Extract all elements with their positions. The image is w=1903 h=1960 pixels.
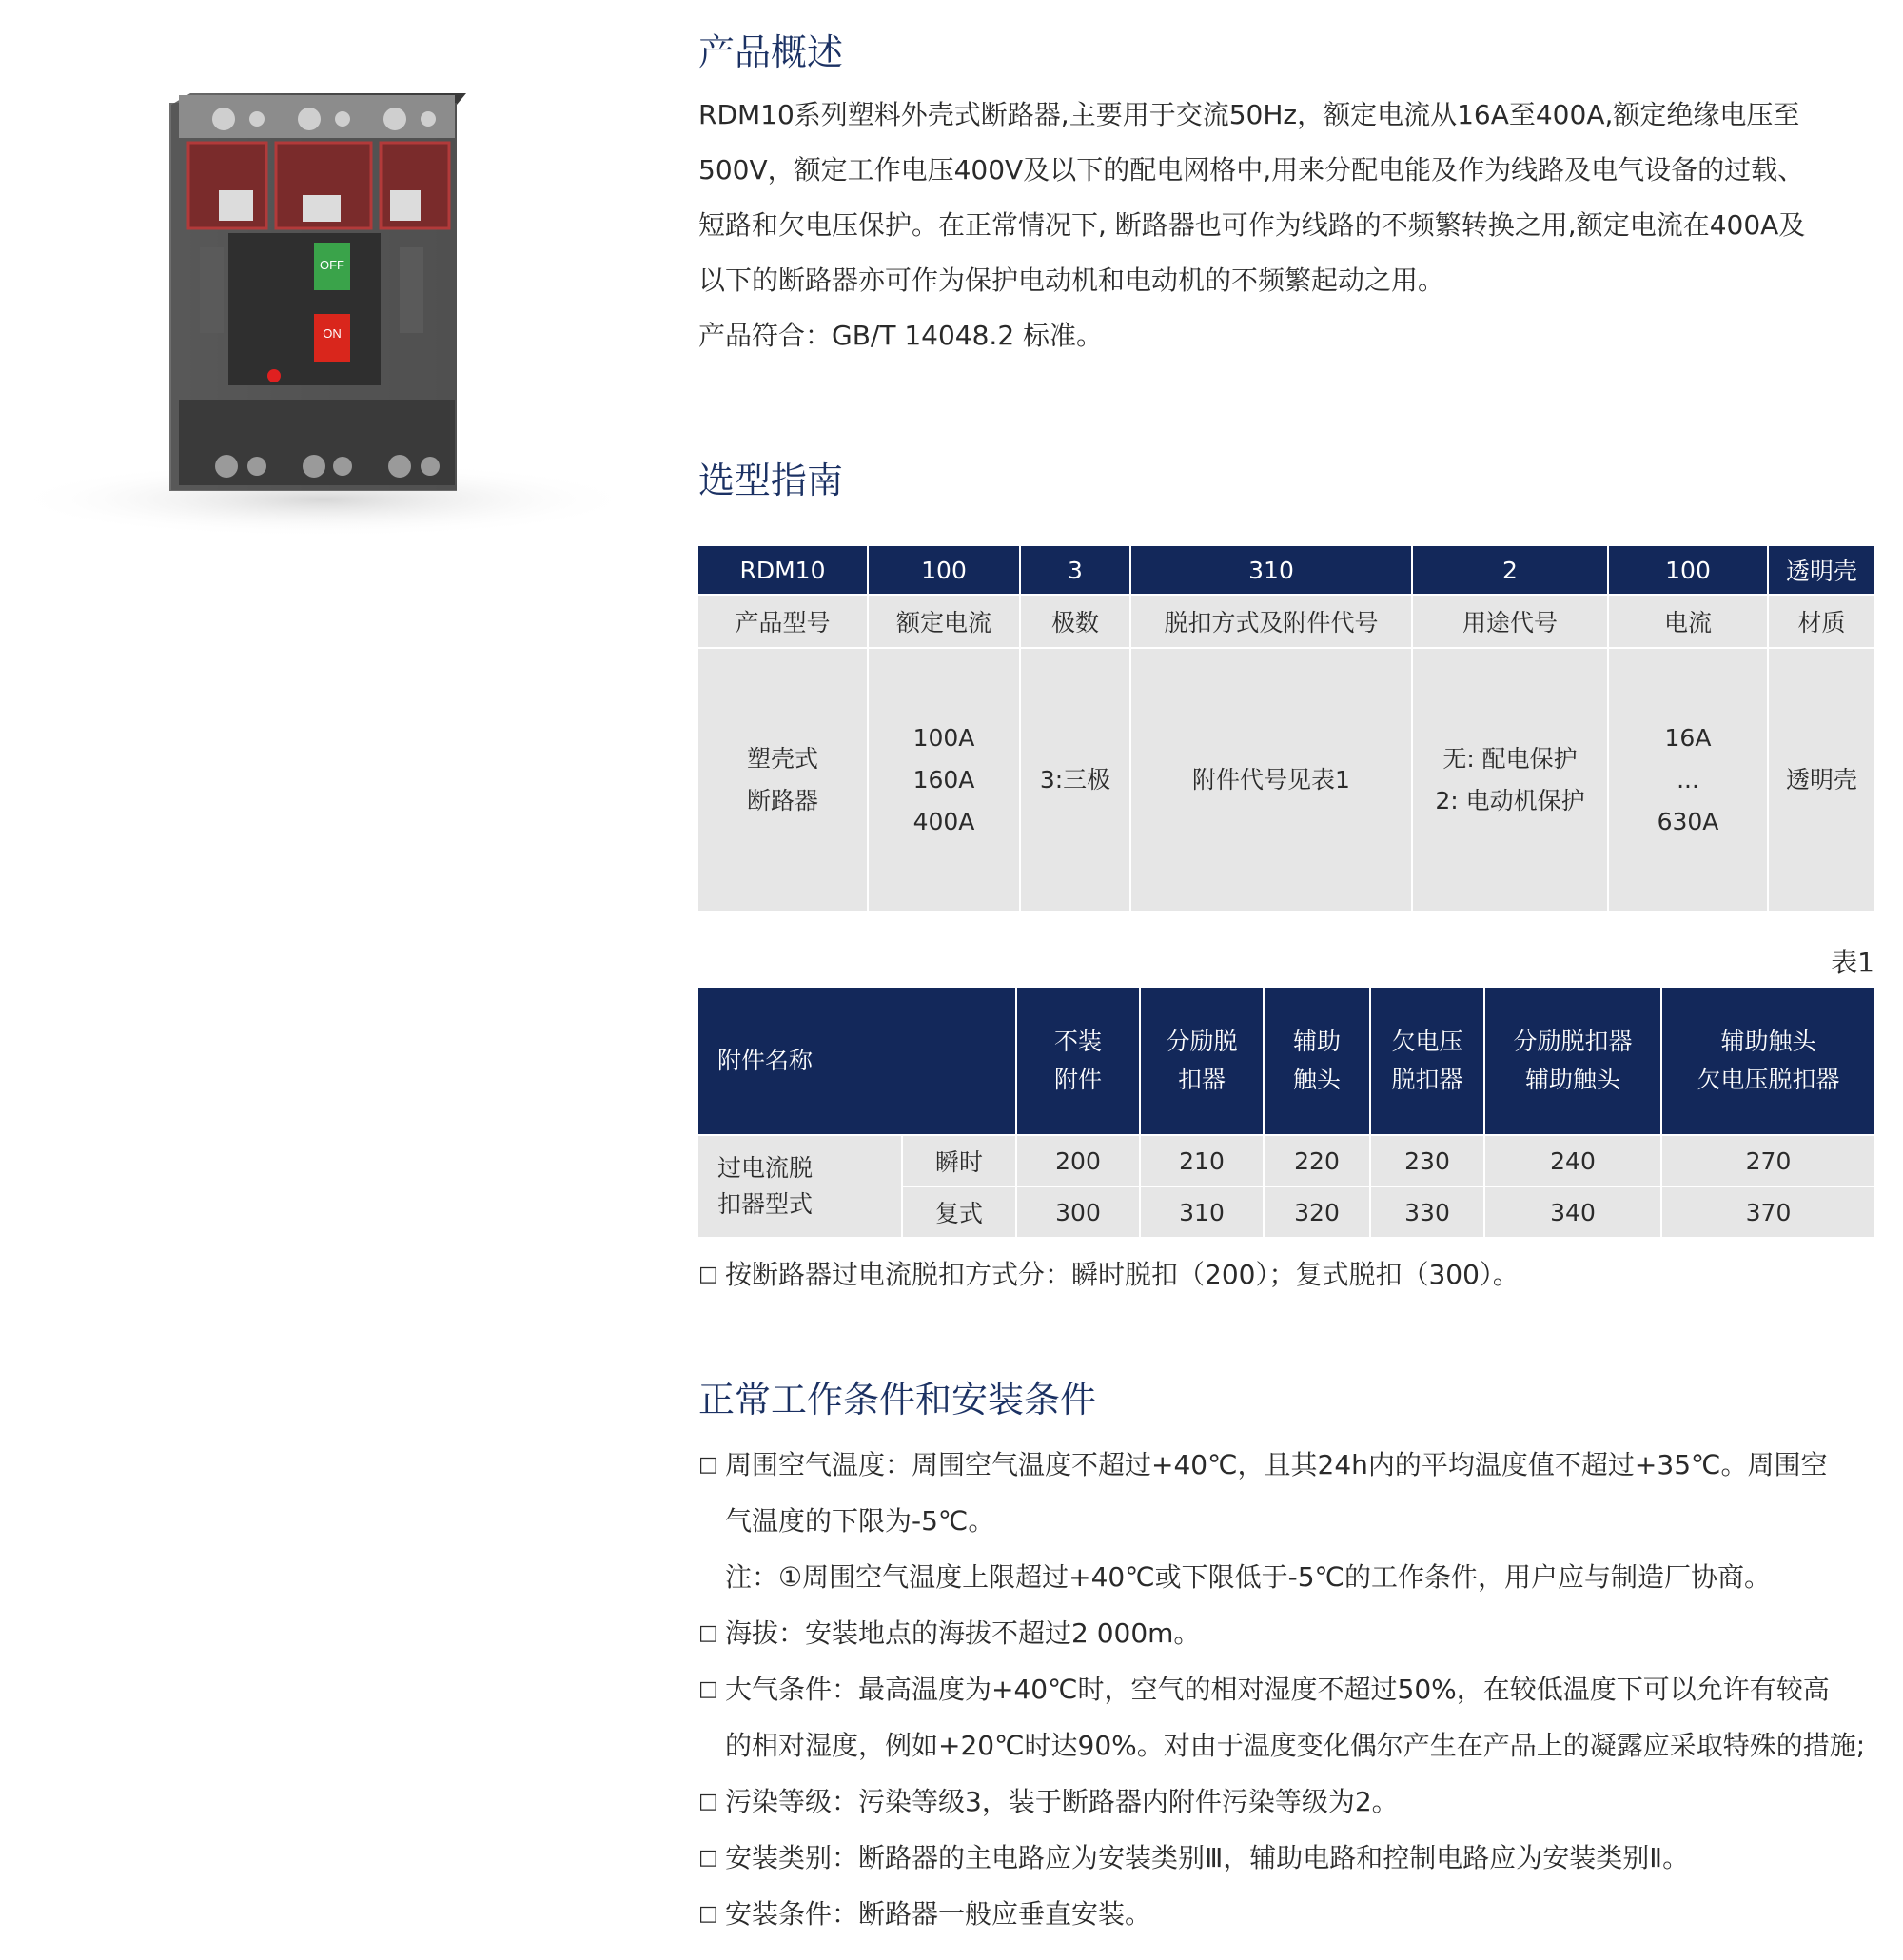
table1-note	[698, 1246, 1878, 1303]
overview-line: 500V，额定工作电压400V及以下的配电网格中,用来分配电能及作为线路及电气设备的过载、	[698, 154, 1805, 186]
attachment-header-cell	[1264, 988, 1370, 1135]
selection-label-cell: 极数	[1020, 595, 1130, 648]
attachment-value-cell: 370	[1661, 1186, 1874, 1237]
cell-line: 欠电压脱扣器	[1697, 1066, 1840, 1093]
selection-header-cell: 310	[1130, 546, 1412, 595]
selection-table	[698, 546, 1874, 911]
note-text: 按断路器过电流脱扣方式分：瞬时脱扣（200）；复式脱扣（300）。	[725, 1259, 1520, 1290]
selection-label-cell: 产品型号	[698, 595, 868, 648]
cell-line: 无: 配电保护	[1442, 745, 1578, 773]
condition-text: 安装条件：断路器一般应垂直安装。	[725, 1898, 1152, 1930]
cell-line: 脱扣器	[1391, 1066, 1463, 1093]
selection-title: 选型指南	[698, 460, 844, 501]
release-type-category	[698, 1135, 902, 1237]
attachment-header-cell	[1370, 988, 1484, 1135]
cell-line: 不装	[1054, 1028, 1103, 1055]
attachment-header-cell	[698, 988, 1016, 1135]
selection-header-cell: 3	[1020, 546, 1130, 595]
attachment-value-cell: 340	[1484, 1186, 1661, 1237]
cell-line: 100A	[912, 724, 975, 752]
condition-row	[698, 1437, 1878, 1493]
condition-text: 海拔：安装地点的海拔不超过2 000m。	[725, 1617, 1201, 1649]
cell-line: 塑壳式	[746, 745, 818, 773]
selection-header-cell: 2	[1412, 546, 1608, 595]
selection-detail-cell	[1020, 648, 1130, 911]
selection-detail-cell	[1130, 648, 1412, 911]
attachment-header-cell	[1016, 988, 1140, 1135]
bullet-icon: □	[698, 1621, 718, 1645]
attachment-value-cell: 320	[1264, 1186, 1370, 1237]
cell-line: 630A	[1657, 808, 1719, 835]
selection-detail-row	[698, 648, 1874, 911]
condition-row	[698, 1661, 1878, 1717]
attachment-table	[698, 988, 1874, 1237]
condition-text: 注：①周围空气温度上限超过+40℃或下限低于-5℃的工作条件，用户应与制造厂协商。	[725, 1561, 1772, 1593]
selection-detail-cell	[1412, 648, 1608, 911]
condition-text: 污染等级：污染等级3，装于断路器内附件污染等级为2。	[725, 1786, 1399, 1817]
cell-line: 分励脱	[1166, 1028, 1238, 1055]
condition-text: 的相对湿度，例如+20℃时达90%。对由于温度变化偶尔产生在产品上的凝露应采取特殊的措施;	[725, 1730, 1866, 1761]
cell-line: 断路器	[746, 787, 818, 814]
condition-row	[698, 1493, 1878, 1549]
table1-caption: 表1	[1831, 947, 1874, 978]
attachment-value-cell: 330	[1370, 1186, 1484, 1237]
attachment-value-cell: 220	[1264, 1135, 1370, 1186]
attachment-header-row	[698, 988, 1874, 1135]
cell-line: 触头	[1293, 1066, 1342, 1093]
bullet-icon: □	[698, 1846, 718, 1870]
cell-line: 附件代号见表1	[1192, 766, 1350, 794]
condition-row	[698, 1774, 1878, 1830]
condition-row	[698, 1605, 1878, 1661]
overview-text	[698, 88, 1874, 363]
cell-line: 辅助触头	[1525, 1066, 1621, 1093]
selection-label-cell: 电流	[1608, 595, 1768, 648]
cell-line: 16A	[1664, 724, 1712, 752]
overview-line: RDM10系列塑料外壳式断路器,主要用于交流50Hz，额定电流从16A至400A,额定绝缘电压至	[698, 99, 1800, 130]
on-label: ON	[323, 326, 342, 341]
cell-line: 附件名称	[717, 1047, 814, 1074]
attachment-value-cell: 210	[1140, 1135, 1264, 1186]
bullet-icon: □	[698, 1677, 718, 1701]
selection-detail-cell	[868, 648, 1020, 911]
attachment-value-cell: 230	[1370, 1135, 1484, 1186]
attachment-value-cell: 270	[1661, 1135, 1874, 1186]
attachment-header-cell	[1140, 988, 1264, 1135]
selection-header-cell: RDM10	[698, 546, 868, 595]
release-type-cell: 复式	[902, 1186, 1016, 1237]
attachment-value-cell: 300	[1016, 1186, 1140, 1237]
selection-label-row	[698, 595, 1874, 648]
bullet-icon: □	[698, 1453, 718, 1477]
attachment-value-cell: 240	[1484, 1135, 1661, 1186]
selection-label-cell: 脱扣方式及附件代号	[1130, 595, 1412, 648]
bullet-icon: □	[698, 1790, 718, 1813]
condition-row	[698, 1717, 1878, 1774]
overview-title: 产品概述	[698, 31, 844, 73]
selection-detail-cell	[1608, 648, 1768, 911]
cell-line: 分励脱扣器	[1513, 1028, 1633, 1055]
cell-line: ...	[1677, 766, 1699, 794]
condition-note-row	[698, 1549, 1878, 1605]
condition-text: 安装类别：断路器的主电路应为安装类别Ⅲ，辅助电路和控制电路应为安装类别Ⅱ。	[725, 1842, 1690, 1873]
selection-header-cell: 100	[1608, 546, 1768, 595]
attachment-header-cell	[1661, 988, 1874, 1135]
cell-line: 过电流脱	[717, 1154, 814, 1182]
circuit-breaker-image	[0, 0, 685, 552]
cell-line: 3:三极	[1039, 766, 1111, 794]
cell-line: 扣器型式	[717, 1190, 814, 1218]
selection-detail-cell	[1768, 648, 1874, 911]
note-row	[698, 1246, 1878, 1303]
off-label: OFF	[320, 258, 344, 272]
cell-line: 2: 电动机保护	[1435, 787, 1585, 814]
bullet-icon: □	[698, 1902, 718, 1926]
cell-line: 欠电压	[1391, 1028, 1463, 1055]
cell-line: 附件	[1054, 1066, 1103, 1093]
cell-line: 160A	[912, 766, 975, 794]
overview-line: 以下的断路器亦可作为保护电动机和电动机的不频繁起动之用。	[698, 265, 1445, 296]
bullet-icon: □	[698, 1263, 718, 1286]
conditions-title: 正常工作条件和安装条件	[698, 1379, 1097, 1421]
selection-header-row	[698, 546, 1874, 595]
cell-line: 辅助触头	[1720, 1028, 1816, 1055]
condition-text: 气温度的下限为-5℃。	[725, 1505, 995, 1537]
cell-line: 扣器	[1178, 1066, 1226, 1093]
selection-label-cell: 用途代号	[1412, 595, 1608, 648]
attachment-value-cell: 310	[1140, 1186, 1264, 1237]
selection-detail-cell	[698, 648, 868, 911]
attachment-row	[698, 1135, 1874, 1186]
attachment-value-cell: 200	[1016, 1135, 1140, 1186]
attachment-header-cell	[1484, 988, 1661, 1135]
cell-line: 400A	[912, 808, 975, 835]
conditions-list	[698, 1437, 1878, 1942]
condition-row	[698, 1830, 1878, 1886]
condition-text: 周围空气温度：周围空气温度不超过+40℃，且其24h内的平均温度值不超过+35℃。周围空	[725, 1449, 1828, 1480]
cell-line: 辅助	[1293, 1028, 1342, 1055]
cell-line: 透明壳	[1785, 766, 1857, 794]
selection-label-cell: 材质	[1768, 595, 1874, 648]
release-type-cell: 瞬时	[902, 1135, 1016, 1186]
overview-line: 产品符合：GB/T 14048.2 标准。	[698, 320, 1104, 351]
selection-header-cell: 透明壳	[1768, 546, 1874, 595]
condition-row	[698, 1886, 1878, 1942]
overview-line: 短路和欠电压保护。在正常情况下, 断路器也可作为线路的不频繁转换之用,额定电流在400A及	[698, 209, 1806, 241]
selection-header-cell: 100	[868, 546, 1020, 595]
condition-text: 大气条件：最高温度为+40℃时，空气的相对湿度不超过50%，在较低温度下可以允许有较高	[725, 1674, 1830, 1705]
selection-label-cell: 额定电流	[868, 595, 1020, 648]
